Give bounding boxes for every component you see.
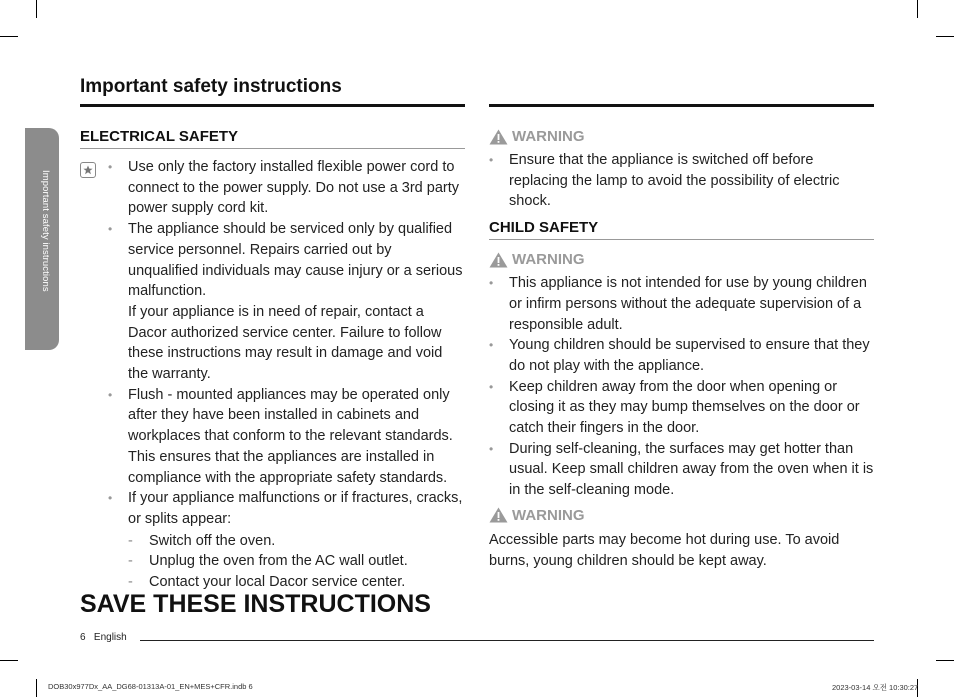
child-safety-list	[489, 273, 874, 501]
list-item: • The appliance should be serviced only by qualified service personnel. Repairs carried out by unqualified individuals may cause injury or a serious malfunction. If your appliance is in need of repair, contact a Dacor authorized service center. Failure to follow these instructions may result in damage and void the warranty.	[108, 219, 465, 385]
warning-triangle-icon	[489, 252, 508, 268]
footer-rule	[140, 640, 874, 641]
list-item: • This appliance is not intended for use by young children or infirm persons without the adequate supervision of a responsible adult.	[489, 273, 874, 335]
print-timestamp: 2023-03-14 오전 10:30:27	[832, 683, 919, 692]
right-column	[489, 128, 874, 571]
warning-heading	[489, 251, 874, 268]
list-item: • If your appliance malfunctions or if fractures, cracks, or splits appear: - Switch off the oven. - Unplug the oven from the AC wall outlet. - Contact your local Dacor service center.	[108, 488, 465, 593]
page-number: 6	[80, 632, 86, 643]
list-item: • Keep children away from the door when opening or closing it as they may bump themselves on the door or catch their fingers in the door.	[489, 377, 874, 439]
warning-triangle-icon	[489, 129, 508, 145]
crop-mark	[0, 660, 18, 661]
warning-label: WARNING	[512, 251, 585, 269]
list-item: • During self-cleaning, the surfaces may get hotter than usual. Keep small children away from the oven when it is in the self-cleaning mode.	[489, 439, 874, 501]
warning-label: WARNING	[512, 128, 585, 145]
page-footer	[80, 632, 127, 643]
crop-mark	[0, 36, 18, 37]
child-safety-title: CHILD SAFETY	[489, 219, 874, 240]
warning-text: Accessible parts may become hot during use. To avoid burns, young children should be kept away.	[489, 531, 840, 569]
warning-label: WARNING	[512, 506, 585, 524]
footer-language: English	[93, 632, 127, 643]
save-instructions-title: SAVE THESE INSTRUCTIONS	[80, 590, 431, 618]
print-file-info: DOB30x977Dx_AA_DG68-01313A-01_EN+MES+CFR.indb 6	[48, 682, 253, 691]
page-header: Important safety instructions	[80, 76, 342, 97]
list-item: • Young children should be supervised to ensure that they do not play with the appliance.	[489, 335, 874, 376]
warning-heading	[489, 128, 874, 145]
header-rule-right	[489, 104, 874, 107]
sub-list	[128, 531, 465, 593]
sub-list-item: - Switch off the oven.	[128, 531, 465, 552]
crop-mark	[917, 0, 918, 18]
electrical-list	[108, 157, 465, 593]
crop-mark	[36, 0, 37, 18]
list-item: • Flush - mounted appliances may be operated only after they have been installed in cabinets and workplaces that conform to the relevant standards. This ensures that the appliances are installed in compliance with the appropriate safety standards.	[108, 385, 465, 489]
crop-mark	[936, 660, 954, 661]
sub-list-item: - Unplug the oven from the AC wall outlet.	[128, 551, 465, 572]
crop-mark	[36, 679, 37, 697]
warning-heading	[489, 507, 874, 524]
warning-list	[489, 150, 874, 212]
crop-mark	[936, 36, 954, 37]
sub-list-item: - Contact your local Dacor service center.	[128, 572, 465, 593]
electrical-safety-title: ELECTRICAL SAFETY	[80, 128, 465, 149]
left-column	[80, 128, 465, 593]
header-rule-left	[80, 104, 465, 107]
list-item: • Use only the factory installed flexible power cord to connect to the power supply. Do not use a 3rd party power supply cord kit.	[108, 157, 465, 219]
list-item: • Ensure that the appliance is switched off before replacing the lamp to avoid the possibility of electric shock.	[489, 150, 874, 212]
warning-triangle-icon	[489, 507, 508, 523]
side-tab-label: Important safety instructions	[40, 170, 51, 292]
